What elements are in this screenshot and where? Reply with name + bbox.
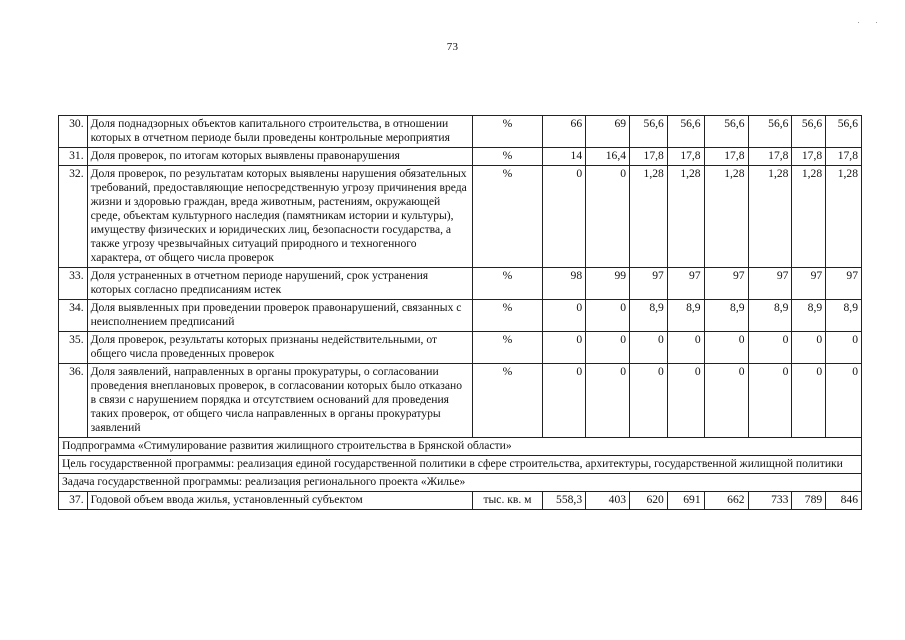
value-cell: 0 [543,300,586,332]
value-cell: 14 [543,148,586,166]
value-cell: 620 [630,492,668,510]
value-cell: 0 [704,364,748,438]
value-cell: 0 [748,332,792,364]
value-cell: 0 [586,166,630,268]
value-cell: 789 [792,492,826,510]
value-cell: 0 [543,166,586,268]
indicator-name: Доля поднадзорных объектов капитального строительства, в отношении которых в отчетном периоде были проведены контрольные мероприятия [87,116,472,148]
table-row [59,116,862,148]
value-cell: 66 [543,116,586,148]
indicator-name: Годовой объем ввода жилья, установленный субъектом [87,492,472,510]
value-cell: 56,6 [667,116,704,148]
value-cell: 1,28 [704,166,748,268]
goal-heading-row [59,456,862,474]
value-cell: 1,28 [792,166,826,268]
value-cell: 0 [543,364,586,438]
value-cell: 17,8 [792,148,826,166]
value-cell: 0 [630,332,668,364]
value-cell: 56,6 [748,116,792,148]
value-cell: 0 [667,332,704,364]
value-cell: 0 [586,332,630,364]
indicator-name: Доля проверок, по итогам которых выявлены правонарушения [87,148,472,166]
unit-cell: % [472,148,542,166]
value-cell: 8,9 [826,300,862,332]
scan-speck-marks [858,22,878,24]
value-cell: 1,28 [630,166,668,268]
indicator-name: Доля проверок, по результатам которых выявлены нарушения обязательных требований, предоставляющие непосредственную угрозу причинения вреда жизни и здоровью граждан, вреда животным, растениям, окружающей среде, объектам культурного наследия (памятникам истории и культуры), имуществу физических и юридических лиц, безопасности государства, а также угрозу чрезвычайных ситуаций природного и техногенного характера, от общего числа проверок [87,166,472,268]
value-cell: 97 [704,268,748,300]
unit-cell: % [472,166,542,268]
indicator-table [58,115,862,510]
value-cell: 558,3 [543,492,586,510]
row-number: 31. [59,148,88,166]
indicator-name: Доля устраненных в отчетном периоде нарушений, срок устранения которых согласно предписаниям истек [87,268,472,300]
value-cell: 8,9 [704,300,748,332]
value-cell: 8,9 [630,300,668,332]
value-cell: 691 [667,492,704,510]
row-number: 34. [59,300,88,332]
value-cell: 98 [543,268,586,300]
value-cell: 0 [792,332,826,364]
value-cell: 97 [826,268,862,300]
value-cell: 0 [630,364,668,438]
value-cell: 17,8 [630,148,668,166]
row-number: 35. [59,332,88,364]
value-cell: 56,6 [630,116,668,148]
value-cell: 97 [630,268,668,300]
row-number: 32. [59,166,88,268]
value-cell: 97 [748,268,792,300]
value-cell: 403 [586,492,630,510]
table-body [59,116,862,510]
value-cell: 8,9 [667,300,704,332]
value-cell: 1,28 [667,166,704,268]
value-cell: 56,6 [704,116,748,148]
unit-cell: % [472,332,542,364]
row-number: 30. [59,116,88,148]
value-cell: 97 [792,268,826,300]
value-cell: 846 [826,492,862,510]
task-heading: Задача государственной программы: реализация регионального проекта «Жилье» [59,474,862,492]
value-cell: 0 [667,364,704,438]
unit-cell: % [472,300,542,332]
value-cell: 17,8 [704,148,748,166]
value-cell: 99 [586,268,630,300]
unit-cell: тыс. кв. м [472,492,542,510]
value-cell: 0 [586,300,630,332]
table-row [59,300,862,332]
indicator-name: Доля выявленных при проведении проверок правонарушений, связанных с неисполнением предписаний [87,300,472,332]
value-cell: 17,8 [667,148,704,166]
table-row [59,148,862,166]
subprogram-heading: Подпрограмма «Стимулирование развития жилищного строительства в Брянской области» [59,438,862,456]
value-cell: 0 [748,364,792,438]
value-cell: 0 [826,364,862,438]
value-cell: 662 [704,492,748,510]
value-cell: 17,8 [748,148,792,166]
task-heading-row [59,474,862,492]
unit-cell: % [472,116,542,148]
unit-cell: % [472,268,542,300]
row-number: 36. [59,364,88,438]
row-number: 33. [59,268,88,300]
table-row [59,492,862,510]
table-row [59,268,862,300]
value-cell: 0 [586,364,630,438]
value-cell: 1,28 [748,166,792,268]
page-number: 73 [446,41,459,53]
value-cell: 0 [826,332,862,364]
row-number: 37. [59,492,88,510]
unit-cell: % [472,364,542,438]
goal-heading: Цель государственной программы: реализация единой государственной политики в сфере строительства, архитектуры, государственной жилищной политики [59,456,862,474]
indicator-name: Доля заявлений, направленных в органы прокуратуры, о согласовании проведения внеплановых проверок, в согласовании которых было отказано в связи с нарушением порядка и отсутствием оснований для проведения таких проверок, от общего числа направленных в органы прокуратуры заявлений [87,364,472,438]
value-cell: 17,8 [826,148,862,166]
value-cell: 56,6 [792,116,826,148]
value-cell: 1,28 [826,166,862,268]
table-row [59,332,862,364]
table-row [59,364,862,438]
value-cell: 16,4 [586,148,630,166]
value-cell: 0 [792,364,826,438]
value-cell: 0 [704,332,748,364]
indicator-name: Доля проверок, результаты которых признаны недействительными, от общего числа проведенных проверок [87,332,472,364]
subprogram-heading-row [59,438,862,456]
table-row [59,166,862,268]
value-cell: 56,6 [826,116,862,148]
value-cell: 69 [586,116,630,148]
value-cell: 0 [543,332,586,364]
value-cell: 97 [667,268,704,300]
value-cell: 8,9 [748,300,792,332]
value-cell: 733 [748,492,792,510]
value-cell: 8,9 [792,300,826,332]
